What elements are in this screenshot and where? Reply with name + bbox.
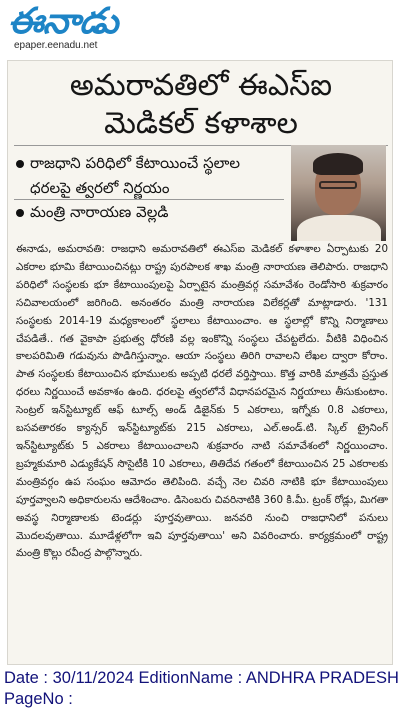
eenadu-logo: ఈనాడు: [8, 1, 118, 42]
bullet-icon: [16, 160, 24, 168]
headline-line-1: అమరావతిలో ఈఎస్ఐ: [69, 69, 333, 103]
photo-glasses: [319, 181, 357, 189]
subheading-1-text: రాజధాని పరిధిలో కేటాయించే స్థలాల ధరలపై త్వరలో నిర్ణయం: [30, 154, 240, 197]
news-clipping: [7, 60, 393, 665]
masthead: [8, 2, 158, 54]
photo-shirt: [297, 215, 381, 241]
subheading-2: [16, 200, 286, 225]
headline-line-2: మెడికల్ కళాశాల: [104, 107, 298, 141]
subheading-2-text: మంత్రి నారాయణ వెల్లడి: [30, 203, 169, 221]
photo-hair: [313, 153, 363, 175]
article-paragraph: ఈనాడు, అమరావతి: రాజధాని అమరావతిలో ఈఎస్ఐ మెడికల్ కళాశాల ఏర్పాటుకు 20 ఎకరాల భూమి కేటాయించినట్లు రాష్ట్ర పురపాలక శాఖ మంత్రి నారాయణ తెలిపారు. రాజధాని పరిధిలో సంస్థలకు భూ కేటాయింపులపై ఏర్పాటైన మంత్రివర్గ సమావేశం రెండోసారి శుక్రవారం సచివాలయంలో జరిగింది. అనంతరం మంత్రి నారాయణ విలేకర్లతో మాట్లాడారు. '131 సంస్థలకు 2014-19 మధ్యకాలంలో స్థలాలు కేటాయించాం. ఆ స్థలాల్లో కొన్ని నిర్మాణాలు చేపడితే.. గత వైకాపా ప్రభుత్వ ధోరణి వల్ల ఇంకొన్ని సంస్థలు చేపట్టలేదు. వీటికి విధించిన కాలపరిమితి గడువును పొడిగిస్తున్నాం. ఆయా సంస్థలు తిరిగి రావాలని లేఖల ద్వారా కోరాం. పాత సంస్థలకు కేటాయించిన భూములకు అప్పటి ధరలే వర్తిస్తాయి. కొత్త వారికి మాత్రమే ప్రస్తుత ధరలు నిర్ణయించే అవకాశం ఉంది. ధరలపై త్వరలోనే విధానపరమైన నిర్ణయాలు తీసుకుంటాం. సెంట్రల్ ఇన్‌స్టిట్యూట్ ఆఫ్ టూల్స్ అండ్ డిజైన్‌కు 5 ఎకరాలు, ఇగ్నోకు 0.8 ఎకరాలు, బసవతారకం క్యాన్సర్ ఇన్‌స్టిట్యూట్‌కు 215 ఎకరాలు, ఎల్.అండ్.టి. స్కిల్ ట్రైనింగ్ ఇన్‌స్టిట్యూట్‌కు 5 ఎకరాలు కేటాయించాలని శుక్రవారం నాటి సమావేశంలో నిర్ణయించాం. బ్రహ్మకుమారి ఎడ్యుకేషన్ సొసైటీకి 10 ఎకరాలు, తితిదేవ గతంలో కేటాయించిన 25 ఎకరాలకు మంత్రివర్గం ఉప సంఘం ఆమోదం తెలిపింది. వచ్చే నెల చివరి నాటికి భూ కేటాయింపులు పూర్తవ్వాలని అధికారులను ఆదేశించాం. డిసెంబరు చివరినాటికి 360 కి.మీ. ట్రంక్ రోడ్లు, మిగతా అవస్థ నిర్మాణాలకు టెండర్లు పూర్తవుతాయి. జనవరి నుంచి రాజధానిలో పనులు మొదలవుతాయి. మూడేళ్లలోగా ఇవి పూర్తవుతాయి' అని వివరించారు. కార్యక్రమంలో రాష్ట్ర మంత్రి కొల్లు రవీంద్ర పాల్గొన్నారు.: [16, 243, 388, 560]
bullet-icon: [16, 209, 24, 217]
edition-info: Date : 30/11/2024 EditionName : ANDHRA PRADESH PageNo :: [4, 669, 399, 708]
epaper-url: epaper.eenadu.net: [14, 40, 98, 51]
article-body: [16, 241, 388, 563]
subheading-1: [16, 151, 286, 201]
minister-photo: [291, 145, 386, 241]
